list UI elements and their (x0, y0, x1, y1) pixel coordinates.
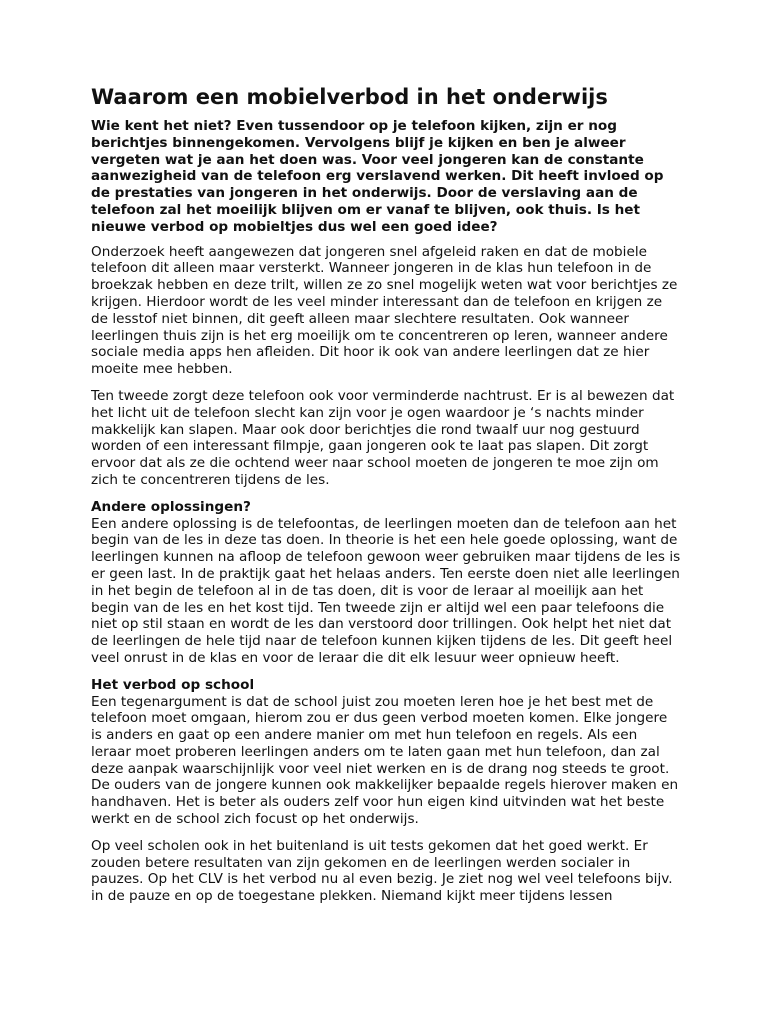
intro-paragraph: Wie kent het niet? Even tussendoor op je telefoon kijken, zijn er nog berichtjes binnengekomen. Vervolgens blijf je kijken en ben je alweer vergeten wat je aan het doen was. Voor veel jongeren kan de constante aanwezigheid van de telefoon erg verslavend werken. Dit heeft invloed op de prestaties van jongeren in het onderwijs. Door de verslaving aan de telefoon zal het moeilijk blijven om er vanaf te blijven, ook thuis. Is het nieuwe verbod op mobieltjes dus wel een goed idee? (91, 118, 664, 235)
document-page (91, 84, 681, 915)
body-paragraph-4: Een tegenargument is dat de school juist zou moeten leren hoe je het best met de telefoon moet omgaan, hierom zou er dus geen verbod moeten komen. Elke jongere is anders en gaat op een andere manier om met hun telefoon en regels. Als een leraar moet proberen leerlingen anders om te laten gaan met hun telefoon, dan zal deze aanpak waarschijnlijk voor veel niet werken en is de drang nog steeds te groot. De ouders van de jongere kunnen ook makkelijker bepaalde regels hierover maken en handhaven. Het is beter als ouders zelf voor hun eigen kind uitvinden wat het beste werkt en de school zich focust op het onderwijs. (91, 693, 679, 828)
document-title: Waarom een mobielverbod in het onderwijs (91, 85, 608, 109)
body-paragraph-2: Ten tweede zorgt deze telefoon ook voor verminderde nachtrust. Er is al bewezen dat het licht uit de telefoon slecht kan zijn voor je ogen waardoor je ‘s nachts minder makkelijk kan slapen. Maar ook door berichtjes die rond twaalf uur nog gestuurd worden of een interessant filmpje, gaan jongeren ook te laat pas slapen. Dit zorgt ervoor dat als ze die ochtend weer naar school moeten de jongeren te moe zijn om zich te concentreren tijdens de les. (91, 387, 675, 488)
body-paragraph-1: Onderzoek heeft aangewezen dat jongeren snel afgeleid raken en dat de mobiele telefoon dit alleen maar versterkt. Wanneer jongeren in de klas hun telefoon in de broekzak hebben en deze trilt, willen ze zo snel mogelijk weten wat voor berichtjes ze krijgen. Hierdoor wordt de les veel minder interessant dan de telefoon en krijgen ze de lesstof niet binnen, dit geeft alleen maar slechtere resultaten. Ook wanneer leerlingen thuis zijn is het erg moeilijk om te concentreren op leren, wanneer andere sociale media apps hen afleiden. Dit hoor ik ook van andere leerlingen dat ze hier moeite mee hebben. (91, 243, 678, 378)
body-paragraph-5: Op veel scholen ook in het buitenland is uit tests gekomen dat het goed werkt. Er zouden betere resultaten van zijn gekomen en de leerlingen werden socialer in pauzes. Op het CLV is het verbod nu al even bezig. Je ziet nog wel veel telefoons bijv. in de pauze en op de toegestane plekken. Niemand kijkt meer tijdens lessen (91, 837, 673, 905)
section-heading-other-solutions: Andere oplossingen? (91, 498, 251, 515)
body-paragraph-3: Een andere oplossing is de telefoontas, de leerlingen moeten dan de telefoon aan het begin van de les in deze tas doen. In theorie is het een hele goede oplossing, want de leerlingen kunnen na afloop de telefoon gewoon weer gebruiken maar tijdens de les is er geen last. In de praktijk gaat het helaas anders. Ten eerste doen niet alle leerlingen in het begin de telefoon al in de tas doen, dit is voor de leraar al moeilijk aan het begin van de les en het kost tijd. Ten tweede zijn er altijd wel een paar telefoons die niet op stil staan en wordt de les dan verstoord door trillingen. Ook helpt het niet dat de leerlingen de hele tijd naar de telefoon kunnen kijken tijdens de les. Dit geeft heel veel onrust in de klas en voor de leraar die dit elk lesuur weer opnieuw heeft. (91, 515, 681, 666)
section-heading-school-ban: Het verbod op school (91, 676, 255, 693)
